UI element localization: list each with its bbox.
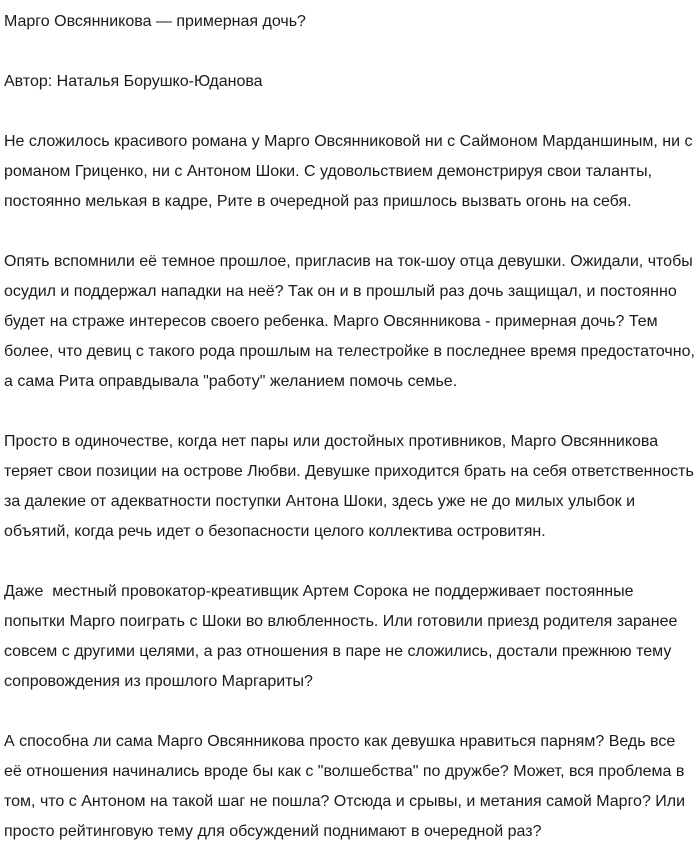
paragraph-spacer	[4, 547, 695, 577]
paragraph-spacer	[4, 97, 695, 127]
paragraph-spacer	[4, 697, 695, 727]
article-paragraph: Не сложилось красивого романа у Марго Овсянниковой ни с Саймоном Марданшиным, ни с романом Гриценко, ни с Антоном Шоки. С удовольствием демонстрируя свои таланты, постоянно мелькая в кадре, Рите в очередной раз пришлось вызвать огонь на себя.	[4, 133, 697, 210]
article-author: Автор: Наталья Борушко-Юданова	[4, 73, 263, 90]
paragraph-spacer	[4, 217, 695, 247]
article-paragraph: А способна ли сама Марго Овсянникова просто как девушка нравиться парням? Ведь все её отношения начинались вроде бы как с "волшебства" по дружбе? Может, вся проблема в том, что с Антоном на такой шаг не пошла? Отсюда и срывы, и метания самой Марго? Или просто рейтинговую тему для обсуждений поднимают в очередной раз?	[4, 733, 690, 840]
title-spacer	[4, 37, 695, 67]
article-paragraph: Даже местный провокатор-креативщик Артем Сорока не поддерживает постоянные попытки Марго поиграть с Шоки во влюбленность. Или готовили приезд родителя заранее совсем с другими целями, а раз отношения в паре не сложились, достали прежнюю тему сопровождения из прошлого Маргариты?	[4, 583, 682, 690]
article-paragraph: Опять вспомнили её темное прошлое, пригласив на ток-шоу отца девушки. Ожидали, чтобы осудил и поддержал нападки на неё? Так он и в прошлый раз дочь защищал, и постоянно будет на страже интересов своего ребенка. Марго Овсянникова - примерная дочь? Тем более, что девиц с такого рода прошлым на телестройке в последнее время предостаточно, а сама Рита оправдывала "работу" желанием помочь семье.	[4, 253, 699, 390]
article-title: Марго Овсянникова — примерная дочь?	[4, 13, 306, 30]
paragraph-spacer	[4, 397, 695, 427]
article-paragraph: Просто в одиночестве, когда нет пары или достойных противников, Марго Овсянникова теряет свои позиции на острове Любви. Девушке приходится брать на себя ответственность за далекие от адекватности поступки Антона Шоки, здесь уже не до милых улыбок и объятий, когда речь идет о безопасности целого коллектива островитян.	[4, 433, 699, 540]
